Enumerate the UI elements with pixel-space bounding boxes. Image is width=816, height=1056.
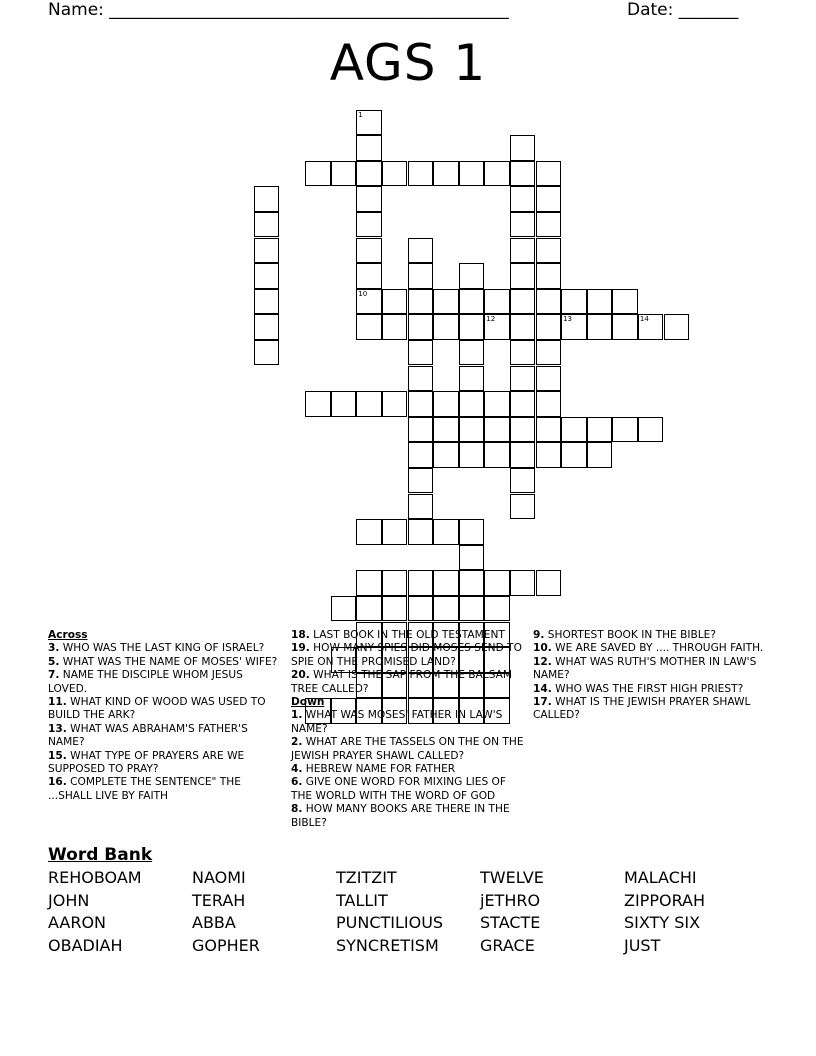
grid-cell[interactable] [382,570,408,596]
word-bank-word: REHOBOAM [48,868,142,887]
word-bank-word: AARON [48,913,107,933]
grid-cell[interactable] [459,391,485,417]
clue-number: 13 [563,315,573,324]
word-bank-word: ABBA [192,913,236,933]
word-bank-word: SIXTY SIX [624,913,701,933]
grid-cell[interactable] [433,289,459,315]
grid-cell[interactable] [254,212,280,238]
grid-cell[interactable] [459,289,485,315]
across-clue [48,723,280,750]
clue-number: 14 [639,315,649,324]
grid-cell[interactable] [459,340,485,366]
word-bank-title: Word Bank [48,845,153,865]
grid-cell[interactable] [408,238,434,264]
grid-cell[interactable] [408,417,434,443]
clue-text: WHAT ARE THE TASSELS ON THE ON THE JEWISH PRAYER SHAWL CALLED? [291,736,524,762]
clue-text: HOW MANY BOOKS ARE THERE IN THE BIBLE? [291,803,510,829]
clue-label: 10. [533,642,552,655]
grid-cell[interactable] [408,468,434,494]
clue-text: WHAT IS THE JEWISH PRAYER SHAWL CALLED? [533,696,751,722]
grid-cell[interactable] [510,161,536,187]
clue-text: WHAT TYPE OF PRAYERS ARE WE SUPPOSED TO PRAY? [48,749,245,776]
grid-cell[interactable] [356,263,382,289]
clue-label: 2. [291,736,303,749]
grid-cell[interactable] [356,570,382,596]
clue-label: 16. [48,776,67,789]
clues-column-2 [291,629,526,830]
clue-text: HOW MANY SPIES DID MOSES SEND TO SPIE ON THE PROMISED LAND? [291,642,522,668]
word-bank-word: TALLIT [336,890,388,910]
grid-cell[interactable] [356,212,382,238]
clues-column-3 [533,629,768,723]
clues-column-1 [48,629,280,803]
grid-cell[interactable] [254,263,280,289]
grid-cell[interactable] [459,161,485,187]
clue-label: 6. [291,776,303,789]
grid-cell[interactable] [408,442,434,468]
clue-text: WHAT KIND OF WOOD WAS USED TO BUILD THE ARK? [48,696,266,722]
grid-cell[interactable] [612,314,638,340]
grid-cell[interactable] [459,570,485,596]
grid-cell[interactable] [305,161,331,187]
word-bank-word: PUNCTILIOUS [336,913,444,933]
word-bank-word: MALACHI [624,868,697,887]
clue-label: 15. [48,749,67,762]
clue-text: WHAT WAS THE NAME OF MOSES' WIFE? [59,655,278,668]
grid-cell[interactable] [382,161,408,187]
grid-cell[interactable] [484,161,510,187]
grid-cell[interactable] [254,314,280,340]
grid-cell[interactable] [408,391,434,417]
grid-cell[interactable] [459,314,485,340]
grid-cell[interactable] [356,110,382,136]
word-bank-word: GRACE [480,936,535,956]
grid-cell[interactable] [459,366,485,392]
grid-cell[interactable] [587,289,613,315]
grid-cell[interactable] [510,340,536,366]
clue-label: 14. [533,682,552,695]
grid-cell[interactable] [536,570,562,596]
clue-text: WHAT WAS ABRAHAM'S FATHER'S NAME? [48,722,248,749]
grid-cell[interactable] [536,263,562,289]
clue-number: 10 [358,289,368,298]
grid-cell[interactable] [433,314,459,340]
across-clue [48,776,280,803]
grid-cell[interactable] [433,442,459,468]
grid-cell[interactable] [536,161,562,187]
clue-text: WHO WAS THE FIRST HIGH PRIEST? [551,682,744,695]
grid-cell[interactable] [408,263,434,289]
grid-cell[interactable] [587,442,613,468]
down-clue [533,683,768,696]
clue-label: 4. [291,763,303,776]
grid-cell[interactable] [459,596,485,622]
grid-cell[interactable] [587,314,613,340]
name-field-line: Name: _______________________________________________ [48,0,509,20]
grid-cell[interactable] [382,314,408,340]
grid-cell[interactable] [356,186,382,212]
grid-cell[interactable] [356,519,382,545]
grid-cell[interactable] [433,391,459,417]
clue-text: WE ARE SAVED BY .... THROUGH FAITH. [551,642,764,655]
down-clue [291,709,526,736]
clue-label: 18. [291,629,310,641]
grid-cell[interactable] [459,263,485,289]
clue-number: 1 [358,110,363,119]
grid-cell[interactable] [561,314,587,340]
clue-text: NAME THE DISCIPLE WHOM JESUS LOVED. [48,669,243,695]
grid-cell[interactable] [459,545,485,571]
grid-cell[interactable] [408,570,434,596]
grid-cell[interactable] [382,391,408,417]
grid-cell[interactable] [408,314,434,340]
clue-text: COMPLETE THE SENTENCE" THE ...SHALL LIVE BY FAITH [48,776,241,802]
grid-cell[interactable] [510,391,536,417]
across-heading: Across [48,629,88,641]
grid-cell[interactable] [561,289,587,315]
grid-cell[interactable] [510,314,536,340]
across-clue [48,669,280,696]
down-clue [291,776,526,803]
grid-cell[interactable] [254,289,280,315]
across-clue [48,656,280,669]
clue-label: 13. [48,722,67,735]
clue-text: WHAT WAS RUTH'S MOTHER IN LAW'S NAME? [533,655,757,682]
grid-cell[interactable] [510,186,536,212]
grid-cell[interactable] [459,417,485,443]
across-clue [48,750,280,777]
clue-label: 19. [291,642,310,655]
grid-cell[interactable] [536,391,562,417]
grid-cell[interactable] [408,289,434,315]
grid-cell[interactable] [408,596,434,622]
grid-cell[interactable] [536,289,562,315]
grid-cell[interactable] [510,570,536,596]
grid-cell[interactable] [638,417,664,443]
grid-cell[interactable] [408,366,434,392]
word-bank-word: TWELVE [480,868,544,887]
grid-cell[interactable] [510,366,536,392]
grid-cell[interactable] [331,391,357,417]
grid-cell[interactable] [561,442,587,468]
grid-cell[interactable] [587,417,613,443]
clue-text: LAST BOOK IN THE OLD TESTAMENT [309,629,505,641]
grid-cell[interactable] [484,417,510,443]
grid-cell[interactable] [254,340,280,366]
grid-cell[interactable] [484,289,510,315]
down-clue [533,629,768,642]
grid-cell[interactable] [510,494,536,520]
grid-cell[interactable] [484,314,510,340]
grid-cell[interactable] [433,417,459,443]
word-bank-word: SYNCRETISM [336,936,439,956]
word-bank-word: JOHN [48,890,90,910]
grid-cell[interactable] [536,238,562,264]
clue-label: 8. [291,803,303,816]
down-clue [533,696,768,723]
grid-cell[interactable] [433,596,459,622]
down-clue [291,803,526,830]
grid-cell[interactable] [510,238,536,264]
clue-label: 1. [291,709,303,722]
grid-cell[interactable] [510,417,536,443]
grid-cell[interactable] [561,417,587,443]
date-field-line: Date: _______ [627,0,739,20]
word-bank-word: TZITZIT [336,868,397,887]
word-bank-word: ZIPPORAH [624,890,706,910]
grid-cell[interactable] [356,391,382,417]
down-heading: Down [291,696,325,709]
word-bank-word: TERAH [192,890,246,910]
clue-text: SHORTEST BOOK IN THE BIBLE? [544,629,716,641]
grid-cell[interactable] [536,417,562,443]
clue-label: 5. [48,655,60,668]
word-bank-word: NAOMI [192,868,246,887]
grid-cell[interactable] [408,161,434,187]
clue-label: 3. [48,642,60,655]
grid-cell[interactable] [331,161,357,187]
grid-cell[interactable] [433,519,459,545]
grid-cell[interactable] [484,570,510,596]
clue-label: 20. [291,669,310,682]
grid-cell[interactable] [510,135,536,161]
across-clue [48,642,280,655]
grid-cell[interactable] [408,519,434,545]
grid-cell[interactable] [356,314,382,340]
clue-label: 9. [533,629,545,641]
grid-cell[interactable] [510,289,536,315]
grid-cell[interactable] [612,417,638,443]
grid-cell[interactable] [356,596,382,622]
across-clue [48,696,280,723]
clue-label: 7. [48,669,60,682]
word-bank-word: JUST [624,936,661,956]
grid-cell[interactable] [536,366,562,392]
grid-cell[interactable] [459,519,485,545]
grid-cell[interactable] [510,263,536,289]
word-bank-word: OBADIAH [48,936,123,956]
grid-cell[interactable] [536,212,562,238]
grid-cell[interactable] [484,596,510,622]
grid-cell[interactable] [382,289,408,315]
across-clue [291,629,526,642]
grid-cell[interactable] [536,186,562,212]
clue-label: 17. [533,696,552,709]
page-title: AGS 1 [329,34,487,92]
clue-text: HEBREW NAME FOR FATHER [302,763,456,776]
word-bank-word: GOPHER [192,936,260,956]
grid-cell[interactable] [408,494,434,520]
grid-cell[interactable] [331,596,357,622]
clue-text: WHO WAS THE LAST KING OF ISRAEL? [59,642,265,655]
clue-label: 11. [48,696,67,709]
grid-cell[interactable] [484,391,510,417]
grid-cell[interactable] [356,289,382,315]
grid-cell[interactable] [536,314,562,340]
grid-cell[interactable] [433,161,459,187]
grid-cell[interactable] [382,596,408,622]
grid-cell[interactable] [510,468,536,494]
grid-cell[interactable] [612,289,638,315]
grid-cell[interactable] [510,442,536,468]
clue-text: WHAT WAS MOSES' FATHER IN LAW'S NAME? [291,709,503,735]
grid-cell[interactable] [382,519,408,545]
grid-cell[interactable] [305,391,331,417]
grid-cell[interactable] [356,238,382,264]
across-clue [291,642,526,669]
grid-cell[interactable] [408,340,434,366]
clue-label: 12. [533,655,552,668]
down-clue [291,736,526,763]
grid-cell[interactable] [459,442,485,468]
across-clue [291,669,526,696]
down-clue [291,763,526,776]
grid-cell[interactable] [536,340,562,366]
grid-cell[interactable] [254,186,280,212]
grid-cell[interactable] [254,238,280,264]
grid-cell[interactable] [433,570,459,596]
grid-cell[interactable] [510,212,536,238]
clue-text: GIVE ONE WORD FOR MIXING LIES OF THE WORLD WITH THE WORD OF GOD [291,776,506,802]
word-bank-word: jETHRO [480,890,541,910]
grid-cell[interactable] [664,314,690,340]
clue-text: WHAT IS THE SAP FROM THE BALSAM TREE CALLED? [291,669,513,695]
clue-number: 12 [486,315,496,324]
grid-cell[interactable] [536,442,562,468]
word-bank-word: STACTE [480,913,541,933]
grid-cell[interactable] [638,314,664,340]
grid-cell[interactable] [356,161,382,187]
down-clue [533,656,768,683]
grid-cell[interactable] [356,135,382,161]
down-clue [533,642,768,655]
grid-cell[interactable] [484,442,510,468]
